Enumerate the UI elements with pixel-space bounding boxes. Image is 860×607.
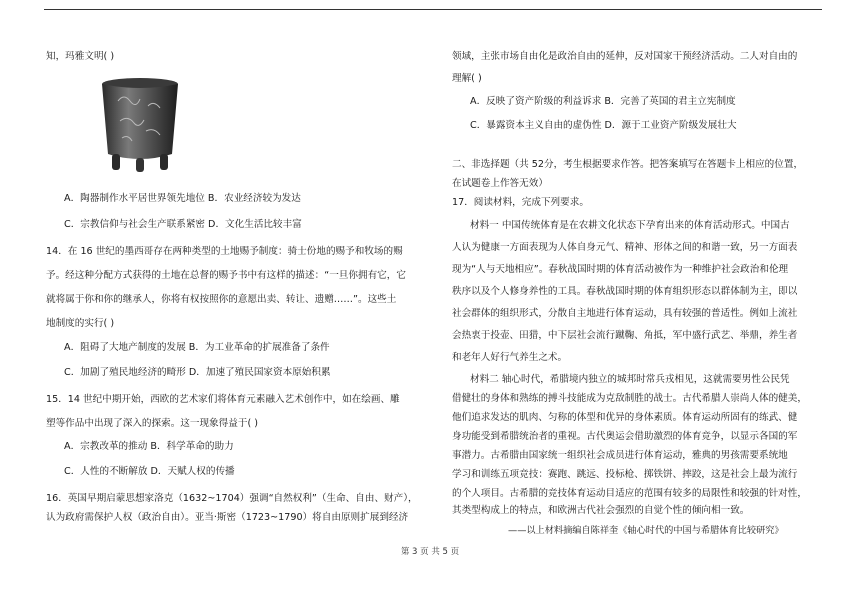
q14-line: 地制度的实行( ) xyxy=(46,318,115,329)
material2-line: 材料二 轴心时代，希腊境内独立的城邦时常兵戎相见，这就需要男性公民凭 xyxy=(470,374,790,385)
material2-line: 事潜力。古希腊由国家统一组织社会成员进行体育运动，雅典的男孩需要系统地 xyxy=(452,450,788,461)
material2-line: 他们追求发达的肌肉、匀称的体型和优异的身体素质。体育运动所固有的练武、健 xyxy=(452,412,798,423)
q15-line: 15．14 世纪中期开始，西欧的艺术家们将体育元素融入艺术创作中，如在绘画、雕 xyxy=(46,394,400,405)
material1-line: 现为“人与天地相应”。春秋战国时期的体育活动被作为一种维护社会政治和伦理 xyxy=(452,264,789,275)
material1-line: 人认为健康一方面表现为人体自身元气、精神、形体之间的和谐一致，另一方面表 xyxy=(452,242,798,253)
q17-heading: 17．阅读材料，完成下列要求。 xyxy=(452,197,589,208)
material1-line: 材料一 中国传统体育是在农耕文化状态下孕育出来的体育活动形式。中国古 xyxy=(470,220,790,231)
q16-option-cd: C．暴露资本主义自由的虚伪性 D．源于工业资产阶级发展壮大 xyxy=(470,120,737,131)
q14-line: 14．在 16 世纪的墨西哥存在两种类型的土地赐予制度：骑士份地的赐予和牧场的赐 xyxy=(46,246,403,257)
page-number: 第 3 页 共 5 页 xyxy=(400,547,460,557)
q16-line: 16．英国早期启蒙思想家洛克（1632~1704）强调“自然权利”（生命、自由、财产）， xyxy=(46,493,418,504)
q13-option-cd: C．宗教信仰与社会生产联系紧密 D．文化生活比较丰富 xyxy=(64,219,302,230)
q14-line: 就将属于你和你的继承人，你将有权按照你的意愿出卖、转让、遗赠……”。这些土 xyxy=(46,294,397,305)
material1-line: 会热衷于投壶、田猎，中下层社会流行蹴鞠、角抵，军中盛行武艺、举鼎，养生者 xyxy=(452,330,798,341)
q15-option-ab: A．宗教改革的推动 B．科学革命的助力 xyxy=(64,441,234,452)
section-heading: 在试题卷上作答无效） xyxy=(452,178,548,189)
header-rule xyxy=(44,9,822,10)
maya-pottery-image xyxy=(98,76,182,174)
q15-option-cd: C．人性的不断解放 D．天赋人权的传播 xyxy=(64,466,235,477)
section-heading: 二、非选择题（共 52分，考生根据要求作答。把答案填写在答题卡上相应的位置， xyxy=(452,159,804,170)
q16-line: 认为政府需保护人权（政治自由）。亚当·斯密（1723~1790）将自由原则扩展到经济 xyxy=(46,512,409,523)
q15-line: 塑等作品中出现了深入的探索。这一现象得益于( ) xyxy=(46,418,259,429)
q16-cont-line: 领域，主张市场自由化是政治自由的延伸，反对国家干预经济活动。二人对自由的 xyxy=(452,51,798,62)
material1-line: 秩序以及个人修身养性的工具。春秋战国时期的体育组织形态以群体制为主，即以 xyxy=(452,286,798,297)
material1-line: 和老年人好行气养生之术。 xyxy=(452,352,568,363)
material1-line: 社会群体的组织形式，分散自主地进行体育运动，具有较强的普适性。例如上流社 xyxy=(452,308,798,319)
q13-option-ab: A．陶器制作水平居世界领先地位 B．农业经济较为发达 xyxy=(64,193,301,204)
q14-option-ab: A．阻碍了大地产制度的发展 B．为工业革命的扩展准备了条件 xyxy=(64,342,330,353)
q14-line: 予。经这种分配方式获得的土地在总督的赐予书中有这样的描述：“一旦你拥有它，它 xyxy=(46,270,406,281)
material2-line: 的个人项目。古希腊的竞技体育运动目适应的范围有较多的局限性和较强的针对性， xyxy=(452,488,807,499)
q13-tail: 知，玛雅文明( ) xyxy=(46,51,115,62)
material2-line: 学习和训练五项竞技：赛跑、跳远、投标枪、掷铁饼、摔跤，这是社会上最为流行 xyxy=(452,469,798,480)
material2-line: 借健壮的身体和熟练的搏斗技能成为克敌制胜的战士。古代希腊人崇尚人体的健美， xyxy=(452,393,807,404)
source-citation: ——以上材料摘编自陈祥奎《轴心时代的中国与希腊体育比较研究》 xyxy=(508,525,784,536)
material2-line: 其类型构成上的特点，和欧洲古代社会强烈的自觉个性的倾向相一致。 xyxy=(452,505,750,516)
q16-option-ab: A．反映了资产阶级的利益诉求 B．完善了英国的君主立宪制度 xyxy=(470,96,736,107)
material2-line: 身功能受到希腊统治者的重视。古代奥运会借助激烈的体育竞争，以显示各国的军 xyxy=(452,431,798,442)
q14-option-cd: C．加剧了殖民地经济的畸形 D．加速了殖民国家资本原始积累 xyxy=(64,367,331,378)
q16-cont-line: 理解( ) xyxy=(452,73,482,84)
